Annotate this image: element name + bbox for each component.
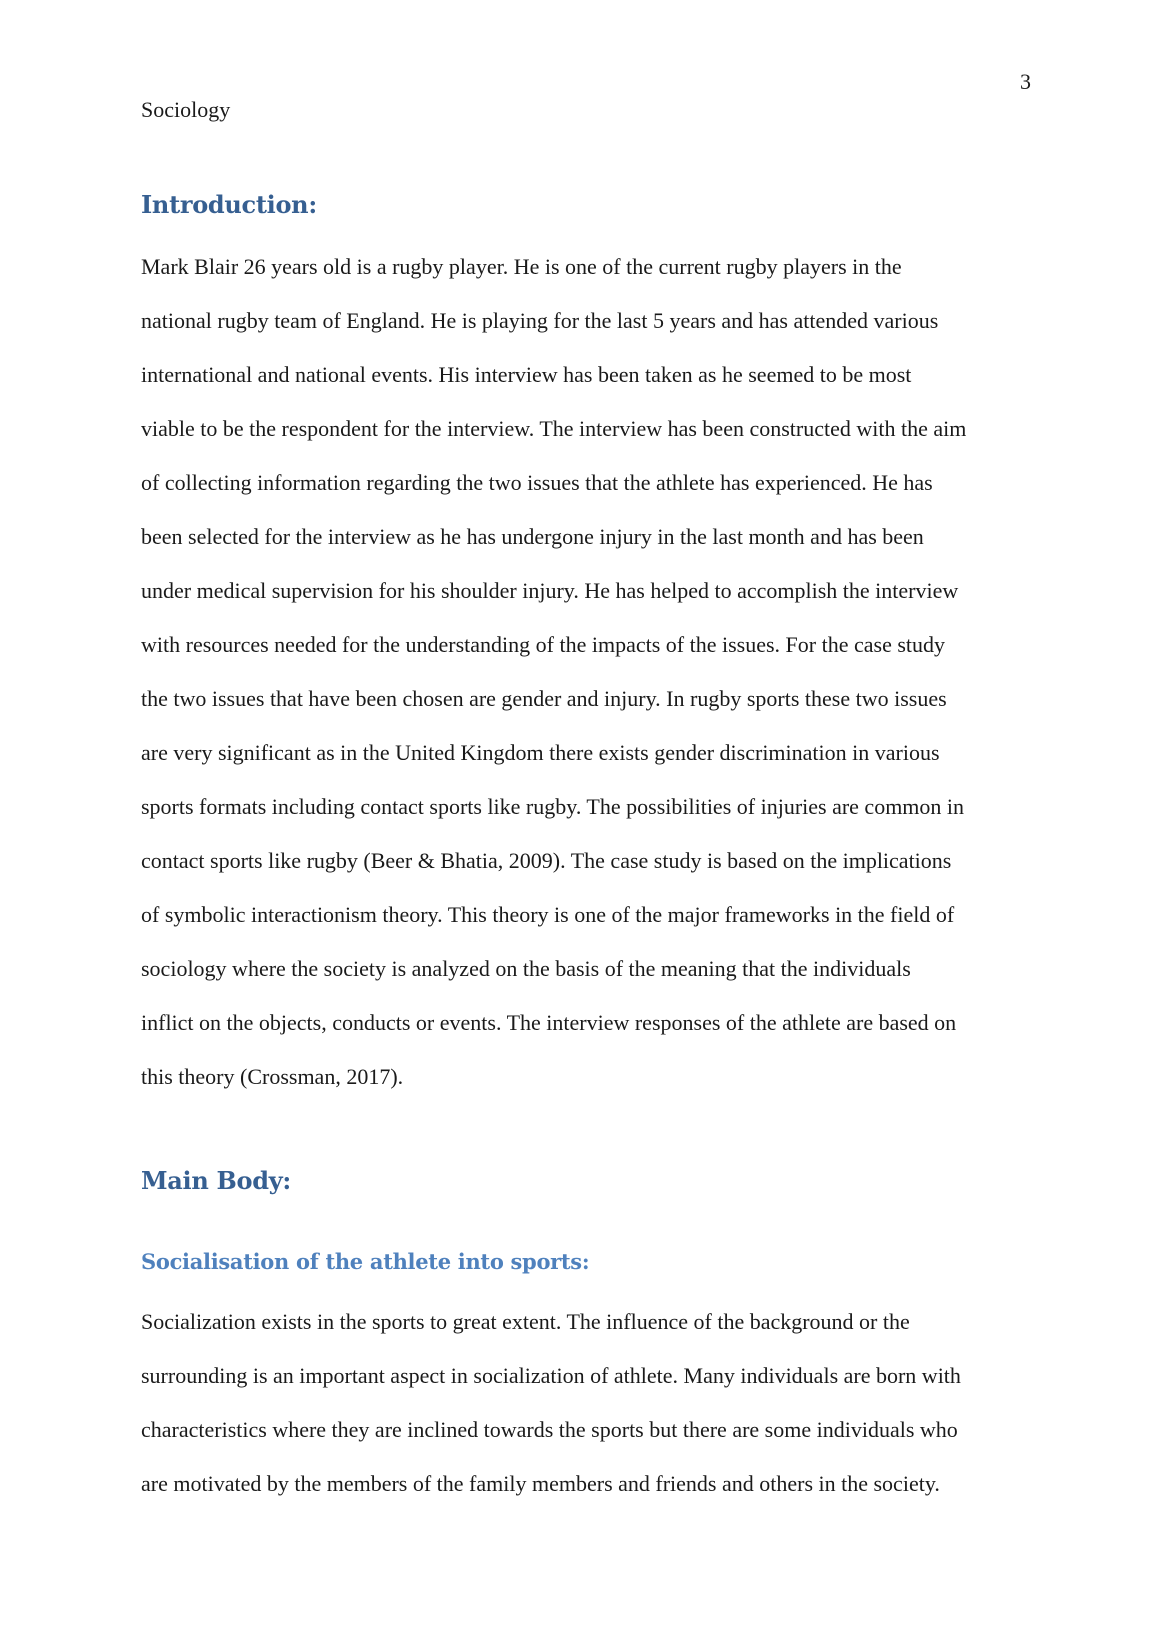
paragraph-line: the two issues that have been chosen are gender and injury. In rugby sports these two issues (141, 686, 947, 711)
paragraph-line: this theory (Crossman, 2017). (141, 1064, 404, 1089)
paragraph-line: are very significant as in the United Kingdom there exists gender discrimination in various (141, 740, 940, 765)
introduction-paragraph (141, 240, 1036, 1104)
paragraph-line: been selected for the interview as he has undergone injury in the last month and has been (141, 524, 924, 549)
main-body-heading: Main Body: (141, 1166, 291, 1195)
running-head: Sociology (141, 97, 231, 122)
paragraph-line: viable to be the respondent for the interview. The interview has been constructed with the aim (141, 416, 967, 441)
paragraph-line: characteristics where they are inclined towards the sports but there are some individuals who (141, 1417, 958, 1442)
socialisation-paragraph (141, 1295, 1036, 1511)
paragraph-line: under medical supervision for his shoulder injury. He has helped to accomplish the interview (141, 578, 959, 603)
paragraph-line: sociology where the society is analyzed on the basis of the meaning that the individuals (141, 956, 911, 981)
introduction-heading: Introduction: (141, 190, 317, 219)
paragraph-line: inflict on the objects, conducts or events. The interview responses of the athlete are based on (141, 1010, 957, 1035)
paragraph-line: surrounding is an important aspect in socialization of athlete. Many individuals are born with (141, 1363, 961, 1388)
paragraph-line: contact sports like rugby (Beer & Bhatia, 2009). The case study is based on the implications (141, 848, 952, 873)
paragraph-line: sports formats including contact sports like rugby. The possibilities of injuries are common in (141, 794, 965, 819)
paragraph-line: national rugby team of England. He is playing for the last 5 years and has attended various (141, 308, 939, 333)
paragraph-line: Socialization exists in the sports to great extent. The influence of the background or the (141, 1309, 910, 1334)
paragraph-line: of symbolic interactionism theory. This theory is one of the major frameworks in the field of (141, 902, 955, 927)
paragraph-line: Mark Blair 26 years old is a rugby player. He is one of the current rugby players in the (141, 254, 902, 279)
paragraph-line: are motivated by the members of the family members and friends and others in the society. (141, 1471, 940, 1496)
socialisation-heading: Socialisation of the athlete into sports: (141, 1249, 590, 1274)
paragraph-line: with resources needed for the understanding of the impacts of the issues. For the case study (141, 632, 946, 657)
paragraph-line: international and national events. His interview has been taken as he seemed to be most (141, 362, 912, 387)
page-number: 3 (1020, 69, 1031, 94)
paragraph-line: of collecting information regarding the two issues that the athlete has experienced. He has (141, 470, 933, 495)
